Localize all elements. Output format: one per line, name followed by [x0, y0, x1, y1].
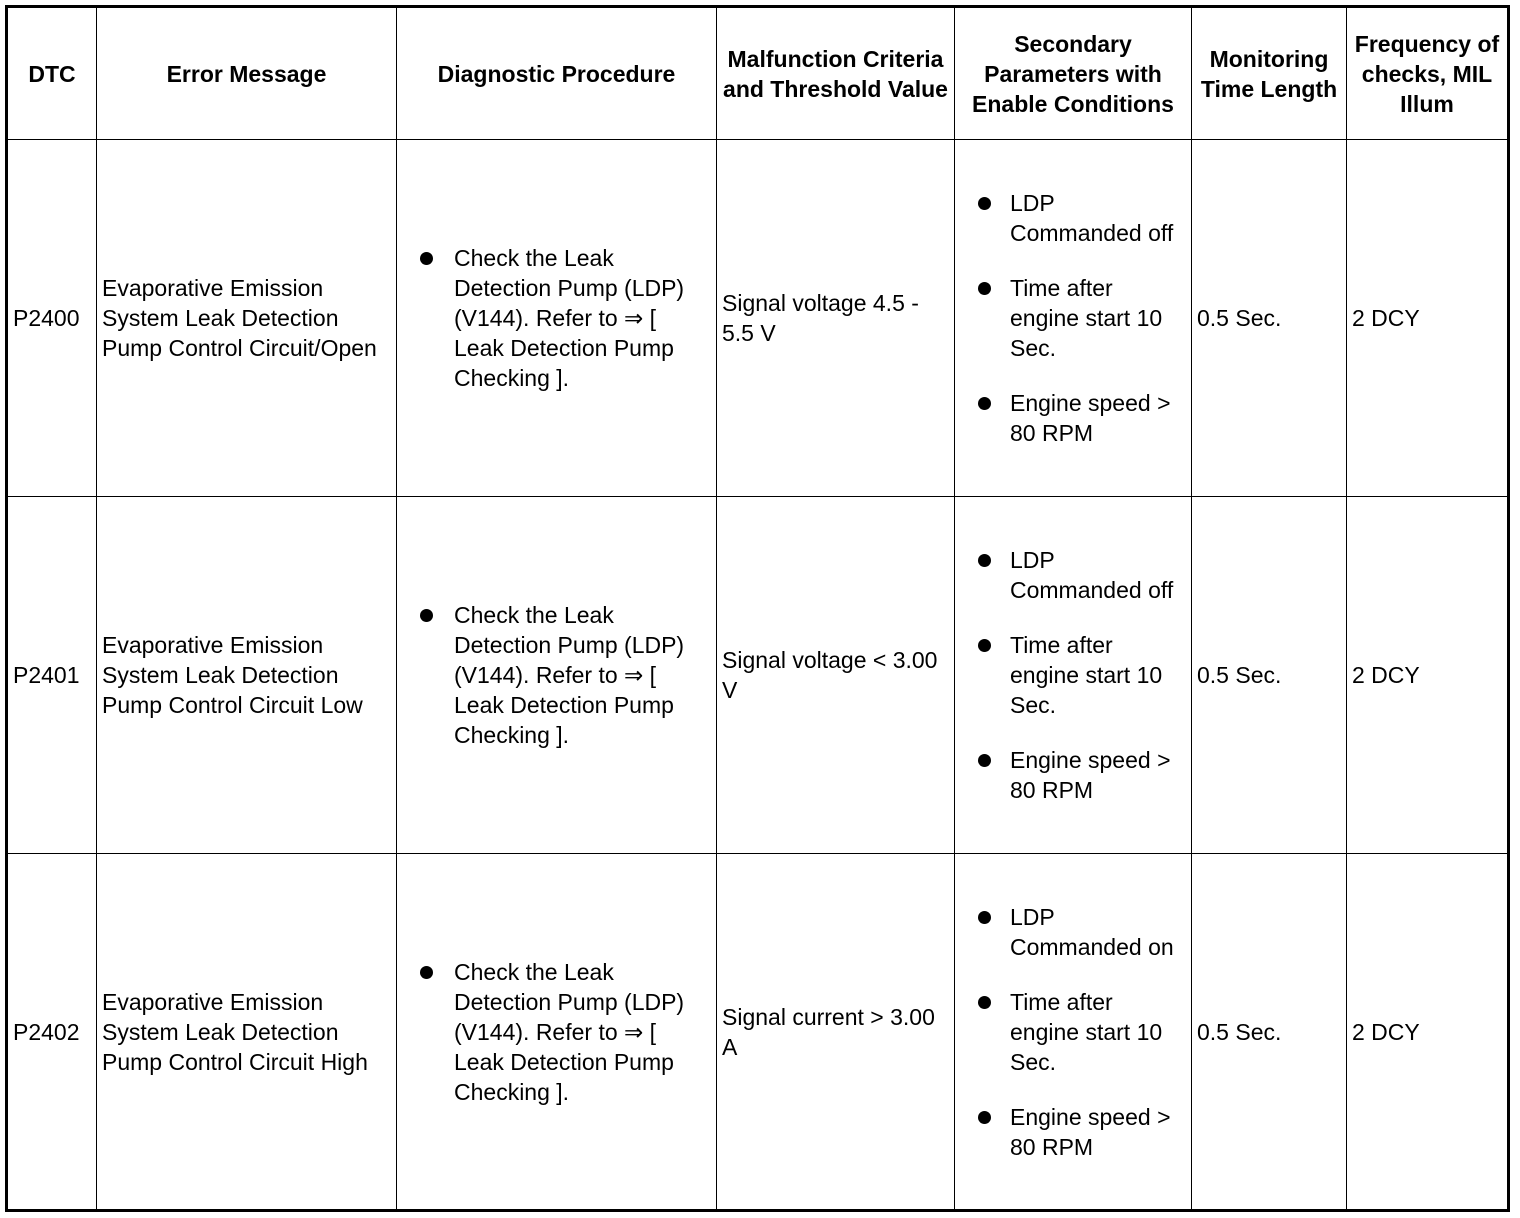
parameter-item: Time after engine start 10 Sec. [960, 273, 1186, 363]
secondary-parameters [955, 140, 1192, 497]
parameter-item: LDP Commanded on [960, 902, 1186, 962]
dtc-code: P2402 [7, 854, 97, 1211]
header-malfunction-criteria: Malfunction Criteria and Threshold Value [717, 7, 955, 140]
malfunction-criteria: Signal current > 3.00 A [717, 854, 955, 1211]
parameter-item: LDP Commanded off [960, 188, 1186, 248]
parameter-list [960, 902, 1186, 1162]
header-dtc: DTC [7, 7, 97, 140]
monitoring-time: 0.5 Sec. [1192, 854, 1347, 1211]
monitoring-time: 0.5 Sec. [1192, 497, 1347, 854]
table-row [7, 497, 1509, 854]
header-monitoring-time: Monitoring Time Length [1192, 7, 1347, 140]
procedure-item: Check the Leak Detection Pump (LDP) (V144). Refer to ⇒ [ Leak Detection Pump Checking ]. [402, 957, 711, 1107]
parameter-item: Engine speed > 80 RPM [960, 388, 1186, 448]
procedure-list [402, 600, 711, 750]
error-message: Evaporative Emission System Leak Detection Pump Control Circuit/Open [97, 140, 397, 497]
table-row [7, 854, 1509, 1211]
dtc-code: P2400 [7, 140, 97, 497]
parameter-item: Engine speed > 80 RPM [960, 745, 1186, 805]
procedure-item: Check the Leak Detection Pump (LDP) (V144). Refer to ⇒ [ Leak Detection Pump Checking ]. [402, 243, 711, 393]
frequency: 2 DCY [1347, 497, 1509, 854]
frequency: 2 DCY [1347, 854, 1509, 1211]
procedure-list [402, 957, 711, 1107]
malfunction-criteria: Signal voltage 4.5 - 5.5 V [717, 140, 955, 497]
table-row [7, 140, 1509, 497]
parameter-item: Engine speed > 80 RPM [960, 1102, 1186, 1162]
dtc-code: P2401 [7, 497, 97, 854]
malfunction-criteria: Signal voltage < 3.00 V [717, 497, 955, 854]
header-error-message: Error Message [97, 7, 397, 140]
header-diagnostic-procedure: Diagnostic Procedure [397, 7, 717, 140]
header-row [7, 7, 1509, 140]
dtc-table [5, 5, 1510, 1212]
header-secondary-parameters: Secondary Parameters with Enable Conditions [955, 7, 1192, 140]
frequency: 2 DCY [1347, 140, 1509, 497]
parameter-item: Time after engine start 10 Sec. [960, 987, 1186, 1077]
error-message: Evaporative Emission System Leak Detection Pump Control Circuit Low [97, 497, 397, 854]
parameter-item: LDP Commanded off [960, 545, 1186, 605]
parameter-list [960, 188, 1186, 448]
diagnostic-procedure [397, 497, 717, 854]
header-frequency: Frequency of checks, MIL Illum [1347, 7, 1509, 140]
monitoring-time: 0.5 Sec. [1192, 140, 1347, 497]
diagnostic-procedure [397, 854, 717, 1211]
parameter-item: Time after engine start 10 Sec. [960, 630, 1186, 720]
procedure-item: Check the Leak Detection Pump (LDP) (V144). Refer to ⇒ [ Leak Detection Pump Checking ]. [402, 600, 711, 750]
secondary-parameters [955, 497, 1192, 854]
error-message: Evaporative Emission System Leak Detection Pump Control Circuit High [97, 854, 397, 1211]
secondary-parameters [955, 854, 1192, 1211]
procedure-list [402, 243, 711, 393]
diagnostic-procedure [397, 140, 717, 497]
parameter-list [960, 545, 1186, 805]
